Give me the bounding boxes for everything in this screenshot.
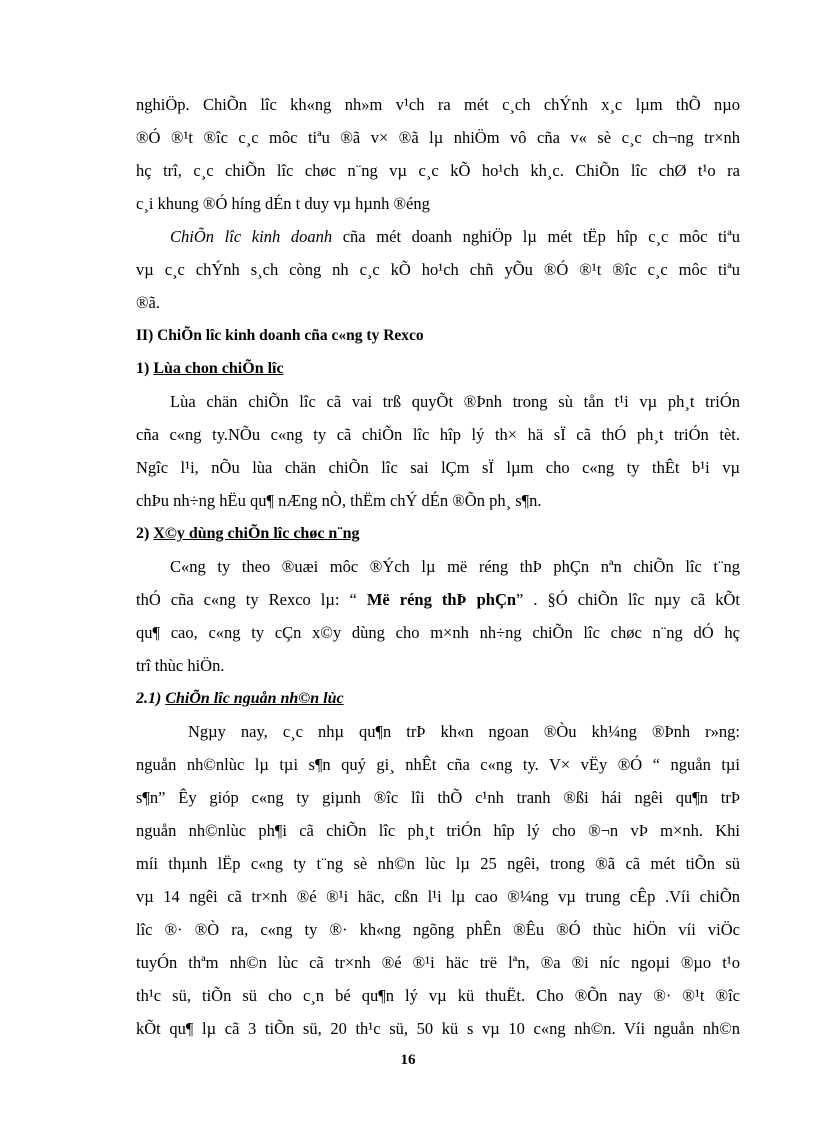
text-line: lîc ®· ®Ò ra, c«ng ty ®· kh«ng ngõng phÊn ®Êu ®Ó thùc hiÖn víi viÖc	[136, 920, 740, 939]
text-line: nguån nh©nlùc ph¶i cã chiÕn lîc ph¸t triÓn hîp lý cho ®¬n vÞ m×nh. Khi	[136, 821, 740, 840]
subsection-heading-2-1	[136, 682, 740, 715]
heading-text: X©y dùng chiÕn lîc chøc n¨ng	[153, 525, 360, 542]
text-line: cña c«ng ty.NÕu c«ng ty cã chiÕn lîc hîp lý th× hä sÏ cã thÓ ph¸t triÓn tèt.	[136, 425, 740, 444]
page-content	[136, 88, 740, 1045]
text-line: Ngîc l¹i, nÕu lùa chän chiÕn lîc sai lÇm sÏ lµm cho c«ng ty thÊt b¹i vµ	[136, 458, 740, 477]
paragraph-definition	[136, 220, 740, 319]
paragraph-intro	[136, 88, 740, 220]
text-line: tuyÓn thªm nh©n lùc cã tr×nh ®é ®¹i häc trë lªn, ®a ®i níc ngoµi ®µo t¹o	[136, 953, 740, 972]
text-line: th¹c sü, tiÕn sü cho c¸n bé qu¶n lý vµ kü thuËt. Cho ®Õn nay ®· ®¹t ®îc	[136, 986, 740, 1005]
heading-number: 2)	[136, 525, 154, 542]
heading-number: 2.1)	[136, 690, 166, 707]
text-line: kÕt qu¶ lµ cã 3 tiÕn sü, 20 th¹c sü, 50 kü s vµ 10 c«ng nh©n. Víi nguån nh©n	[136, 1019, 740, 1038]
heading-text: ChiÕn lîc nguån nh©n lùc	[165, 690, 344, 707]
text-fragment: thÓ cña c«ng ty Rexco lµ: “	[136, 590, 367, 609]
page-number: 16	[400, 1052, 416, 1068]
paragraph-choice	[136, 385, 740, 517]
section-heading: II) ChiÕn lîc kinh doanh cña c«ng ty Rexco	[136, 327, 424, 344]
text-line: nghiÖp. ChiÕn lîc kh«ng nh»m v¹ch ra mét c¸ch chÝnh x¸c lµm thÕ nµo	[136, 95, 740, 114]
text-line: chÞu nh÷ng hËu qu¶ nÆng nÒ, thËm chÝ dÉn ®Õn ph¸ s¶n.	[136, 491, 542, 510]
text-line: C«ng ty theo ®uæi môc ®Ých lµ më réng thÞ phÇn nªn chiÕn lîc t¨ng	[170, 557, 740, 576]
subsection-heading-2	[136, 517, 740, 550]
text-line: Lùa chän chiÕn lîc cã vai trß quyÕt ®Þnh trong sù tån t¹i vµ ph¸t triÓn	[170, 392, 740, 411]
text-line: qu¶ cao, c«ng ty cÇn x©y dùng cho m×nh nh÷ng chiÕn lîc chøc n¨ng dÓ hç	[136, 623, 740, 642]
text-line: hç trî, c¸c chiÕn lîc chøc n¨ng vµ c¸c kÕ ho¹ch kh¸c. ChiÕn lîc chØ t¹o ra	[136, 161, 740, 180]
definition-term: ChiÕn lîc kinh doanh	[170, 227, 333, 246]
paragraph-human-resources	[136, 715, 740, 1045]
text-line: míi thµnh lËp c«ng ty t¨ng sè nh©n lùc lµ 25 ngêi, trong ®ã cã mét tiÕn sü	[136, 854, 740, 873]
text-line: Ngµy nay, c¸c nhµ qu¶n trÞ kh«n ngoan ®Òu kh¼ng ®Þnh r»ng:	[188, 722, 740, 741]
text-line	[136, 583, 740, 616]
text-line	[136, 220, 740, 253]
text-line: ®ã.	[136, 293, 160, 312]
emphasis-text: Më réng thÞ phÇn	[366, 590, 517, 609]
heading-text: Lùa chon chiÕn lîc	[153, 360, 284, 377]
paragraph-functional	[136, 550, 740, 682]
text-line: vµ 14 ngêi cã tr×nh ®é ®¹i häc, cßn l¹i lµ cao ®¼ng vµ trung cÊp .Víi chiÕn	[136, 887, 740, 906]
subsection-heading-1	[136, 352, 740, 385]
text-line: trî thùc hiÖn.	[136, 656, 225, 675]
heading-number: 1)	[136, 360, 154, 377]
text-fragment: ” . §Ó chiÕn lîc nµy cã kÕt	[516, 590, 740, 609]
text-line: c¸i khung ®Ó híng dÉn t duy vµ hµnh ®éng	[136, 194, 430, 213]
text-line: nguån nh©nlùc lµ tµi s¶n quý gi¸ nhÊt cña c«ng ty. V× vËy ®Ó “ nguån tµi	[136, 755, 740, 774]
text-line: vµ c¸c chÝnh s¸ch còng nh c¸c kÕ ho¹ch chñ yÕu ®Ó ®¹t ®îc c¸c môc tiªu	[136, 260, 740, 279]
text-line: ®Ó ®¹t ®îc c¸c môc tiªu ®ã v× ®ã lµ nhiÖm vô cña v« sè c¸c ch¬ng tr×nh	[136, 128, 740, 147]
text-fragment: cña mét doanh nghiÖp lµ mét tËp hîp c¸c môc tiªu	[332, 227, 741, 246]
text-line: s¶n” Êy gióp c«ng ty giµnh ®îc lîi thÕ c¹nh tranh ®ßi hái ngêi qu¶n trÞ	[136, 788, 740, 807]
